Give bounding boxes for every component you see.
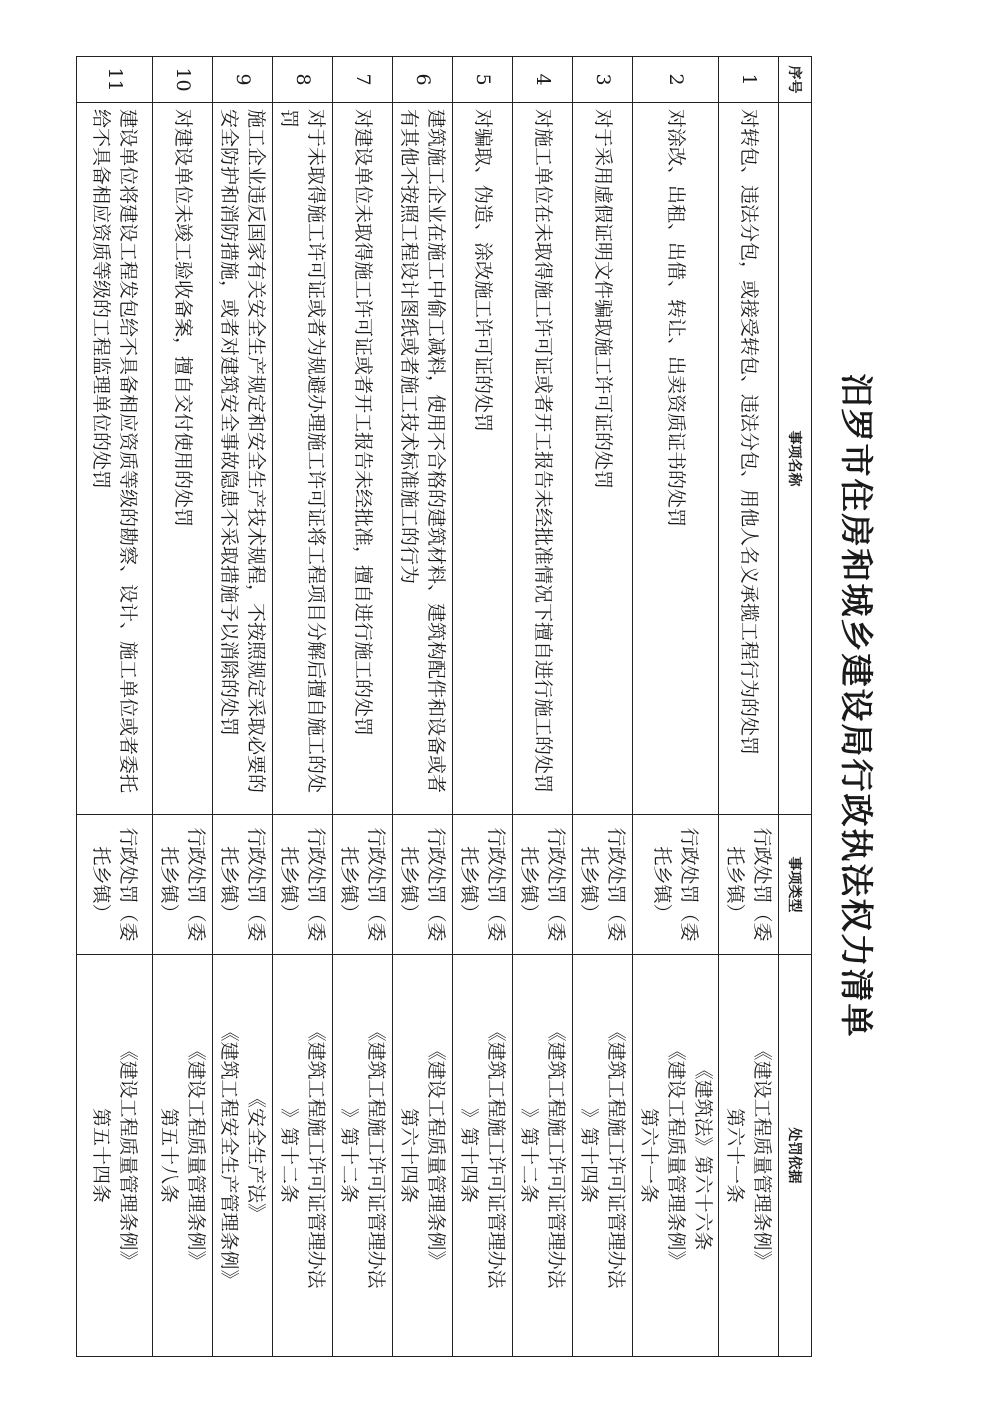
power-list-table [76, 56, 812, 1357]
basis-line: 《安全生产法》 [245, 1088, 268, 1222]
row-item-name: 对于采用虚假证明文件骗取施工许可证的处罚 [573, 103, 633, 815]
row-item-name: 施工企业违反国家有关安全生产规定和安全生产技术规程，不按照规定采取必要的安全防护和消防措施，或者对建筑安全事故隐患不采取措施予以消除的处罚 [213, 103, 273, 815]
row-seq: 2 [633, 57, 719, 103]
table-row [153, 57, 213, 1357]
basis-line: 《建设工程质量管理条例》 [425, 1041, 448, 1270]
table-row [393, 57, 453, 1357]
row-item-type: 行政处罚（委托乡镇） [77, 815, 153, 955]
row-penalty-basis [393, 955, 453, 1357]
basis-line: 第六十四条 [398, 1107, 421, 1203]
row-item-name: 对涂改、出租、出借、转让、出卖资质证书的处罚 [633, 103, 719, 815]
row-seq: 8 [273, 57, 333, 103]
row-item-name: 对转包、违法分包，或接受转包、违法分包、用他人名义承揽工程行为的处罚 [719, 103, 779, 815]
basis-line: 《建设工程质量管理条例》 [117, 1041, 140, 1270]
basis-line: 《建筑工程安全生产管理条例》 [218, 1022, 241, 1289]
row-penalty-basis [273, 955, 333, 1357]
table-row [333, 57, 393, 1357]
row-penalty-basis [633, 955, 719, 1357]
basis-line: 《建筑工程施工许可证管理办法 [605, 1022, 628, 1289]
row-seq: 4 [513, 57, 573, 103]
basis-line: 《建设工程质量管理条例》 [751, 1041, 774, 1270]
row-seq: 11 [77, 57, 153, 103]
row-item-type: 行政处罚（委托乡镇） [513, 815, 573, 955]
row-item-name: 对建设单位未取得施工许可证或者开工报告未经批准，擅自进行施工的处罚 [333, 103, 393, 815]
basis-line: 第六十一条 [724, 1107, 747, 1203]
header-seq: 序号 [779, 57, 812, 103]
row-seq: 10 [153, 57, 213, 103]
basis-line: 《建筑工程施工许可证管理办法 [545, 1022, 568, 1289]
table-row [719, 57, 779, 1357]
table-body [77, 57, 779, 1357]
row-item-type: 行政处罚（委托乡镇） [153, 815, 213, 955]
row-item-type: 行政处罚（委托乡镇） [393, 815, 453, 955]
basis-line: 《建筑工程施工许可证管理办法 [365, 1022, 388, 1289]
header-type: 事项类型 [779, 815, 812, 955]
row-item-name: 对建设单位未竣工验收备案，擅自交付使用的处罚 [153, 103, 213, 815]
row-item-name: 建筑施工企业在施工中偷工减料，使用不合格的建筑材料、建筑构配件和设备或者有其他不按照工程设计图纸或者施工技术标准施工的行为 [393, 103, 453, 815]
row-seq: 9 [213, 57, 273, 103]
rotated-document [90, 56, 900, 1356]
table-row [213, 57, 273, 1357]
row-penalty-basis [573, 955, 633, 1357]
row-item-type: 行政处罚（委托乡镇） [333, 815, 393, 955]
row-seq: 6 [393, 57, 453, 103]
basis-line: 第六十一条 [638, 1107, 660, 1203]
row-seq: 3 [573, 57, 633, 103]
row-item-type: 行政处罚（委托乡镇） [633, 815, 719, 955]
row-penalty-basis [77, 955, 153, 1357]
basis-line: 《建筑法》第六十六条 [692, 1060, 714, 1251]
row-penalty-basis [719, 955, 779, 1357]
table-row [573, 57, 633, 1357]
basis-line: 《建设工程质量管理条例》 [185, 1041, 208, 1270]
row-penalty-basis [453, 955, 513, 1357]
basis-line: 》第十四条 [578, 1107, 601, 1203]
row-item-name: 建设单位将建设工程发包给不具备相应资质等级的勘察、设计、施工单位或者委托给不具备相应资质等级的工程监理单位的处罚 [77, 103, 153, 815]
row-item-type: 行政处罚（委托乡镇） [573, 815, 633, 955]
basis-line: 《建筑工程施工许可证管理办法 [305, 1022, 328, 1289]
table-row [273, 57, 333, 1357]
row-item-name: 对施工单位在未取得施工许可证或者开工报告未经批准情况下擅自进行施工的处罚 [513, 103, 573, 815]
basis-line: 第五十四条 [90, 1107, 113, 1203]
table-row [77, 57, 153, 1357]
row-penalty-basis [333, 955, 393, 1357]
basis-line: 》第十二条 [338, 1107, 361, 1203]
basis-line: 》第十二条 [518, 1107, 541, 1203]
header-basis: 处罚依据 [779, 955, 812, 1357]
row-item-name: 对于未取得施工许可证或者为规避办理施工许可证将工程项目分解后擅自施工的处罚 [273, 103, 333, 815]
row-seq: 1 [719, 57, 779, 103]
row-item-type: 行政处罚（委托乡镇） [719, 815, 779, 955]
row-item-name: 对骗取、伪造、涂改施工许可证的处罚 [453, 103, 513, 815]
table-row [633, 57, 719, 1357]
row-seq: 5 [453, 57, 513, 103]
basis-line: 第五十八条 [158, 1107, 181, 1203]
table-row [513, 57, 573, 1357]
header-name: 事项名称 [779, 103, 812, 815]
row-penalty-basis [153, 955, 213, 1357]
row-seq: 7 [333, 57, 393, 103]
row-penalty-basis [213, 955, 273, 1357]
row-item-type: 行政处罚（委托乡镇） [273, 815, 333, 955]
row-penalty-basis [513, 955, 573, 1357]
row-item-type: 行政处罚（委托乡镇） [453, 815, 513, 955]
document-title: 汨罗市住房和城乡建设局行政执法权力清单 [837, 373, 876, 1039]
basis-line: 《建筑工程施工许可证管理办法 [485, 1022, 508, 1289]
table-row [453, 57, 513, 1357]
table-header-row [779, 57, 812, 1357]
basis-line: 《建设工程质量管理条例》 [665, 1041, 687, 1270]
basis-line: 》第十二条 [278, 1107, 301, 1203]
row-item-type: 行政处罚（委托乡镇） [213, 815, 273, 955]
basis-line: 》第十四条 [458, 1107, 481, 1203]
